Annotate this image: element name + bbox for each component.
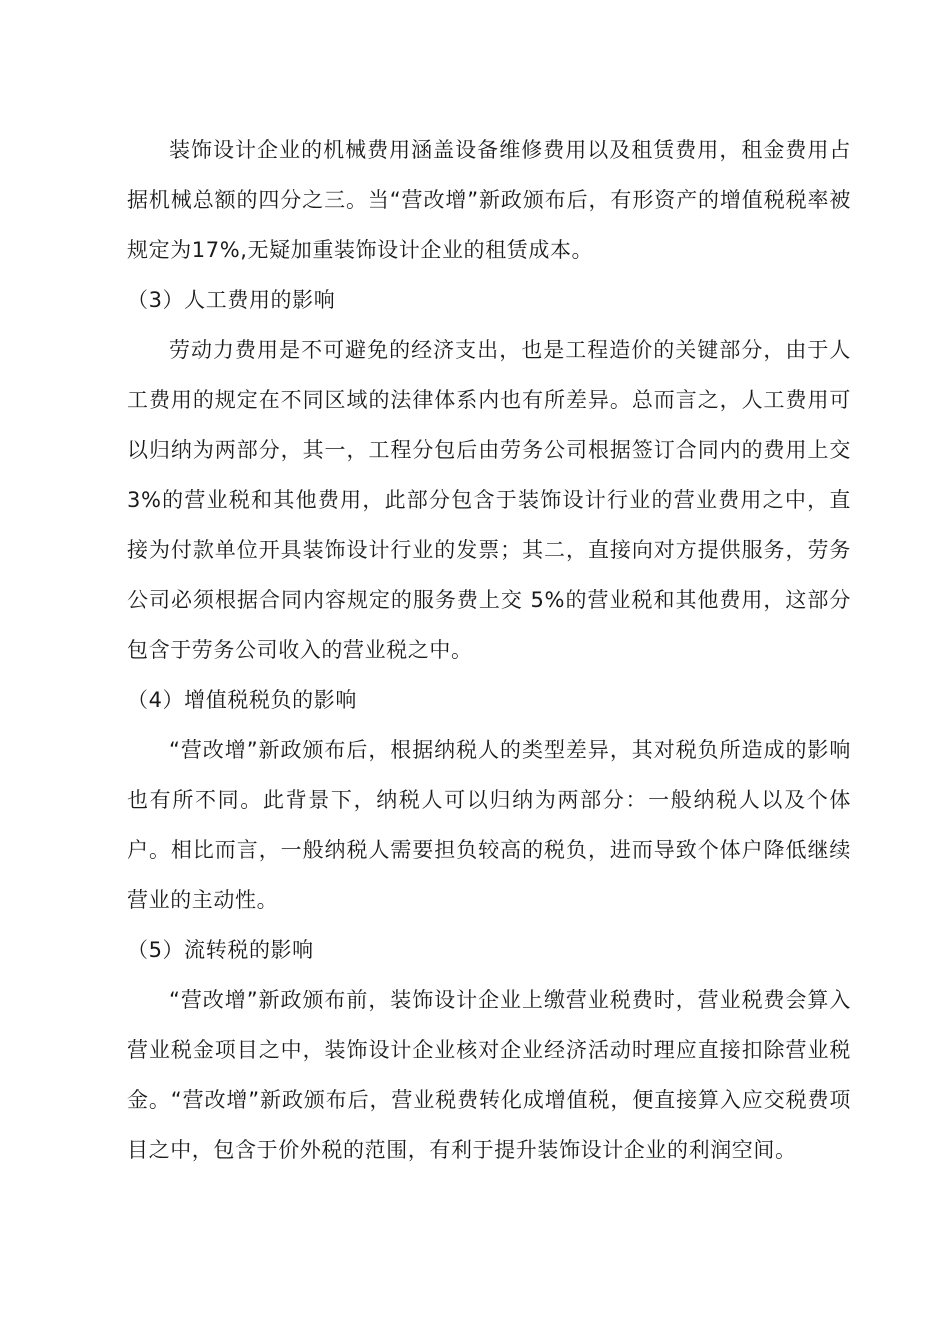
heading-vat-burden: （4）增值税税负的影响 <box>127 688 357 712</box>
paragraph-vat-burden: “营改增”新政颁布后，根据纳税人的类型差异，其对税负所造成的影响也有所不同。此背景下，纳税人可以归纳为两部分：一般纳税人以及个体户。相比而言，一般纳税人需要担负较高的税负，进而导致个体户降低继续营业的主动性。 <box>127 738 851 912</box>
document-body <box>127 125 851 1175</box>
paragraph-turnover-tax: “营改增”新政颁布前，装饰设计企业上缴营业税费时，营业税费会算入营业税金项目之中，装饰设计企业核对企业经济活动时理应直接扣除营业税金。“营改增”新政颁布后，营业税费转化成增值税，便直接算入应交税费项目之中，包含于价外税的范围，有利于提升装饰设计企业的利润空间。 <box>127 988 851 1162</box>
paragraph-labor-costs: 劳动力费用是不可避免的经济支出，也是工程造价的关键部分，由于人工费用的规定在不同区域的法律体系内也有所差异。总而言之，人工费用可以归纳为两部分，其一，工程分包后由劳务公司根据签订合同内的费用上交 3%的营业税和其他费用，此部分包含于装饰设计行业的营业费用之中，直接为付款单位开具装饰设计行业的发票；其二，直接向对方提供服务，劳务公司必须根据合同内容规定的服务费上交 5%的营业税和其他费用，这部分包含于劳务公司收入的营业税之中。 <box>127 338 851 662</box>
heading-turnover-tax: （5）流转税的影响 <box>127 938 314 962</box>
heading-labor-costs: （3）人工费用的影响 <box>127 288 336 312</box>
paragraph-machinery-costs: 装饰设计企业的机械费用涵盖设备维修费用以及租赁费用，租金费用占据机械总额的四分之三。当“营改增”新政颁布后，有形资产的增值税税率被规定为17%,无疑加重装饰设计企业的租赁成本。 <box>127 138 851 262</box>
